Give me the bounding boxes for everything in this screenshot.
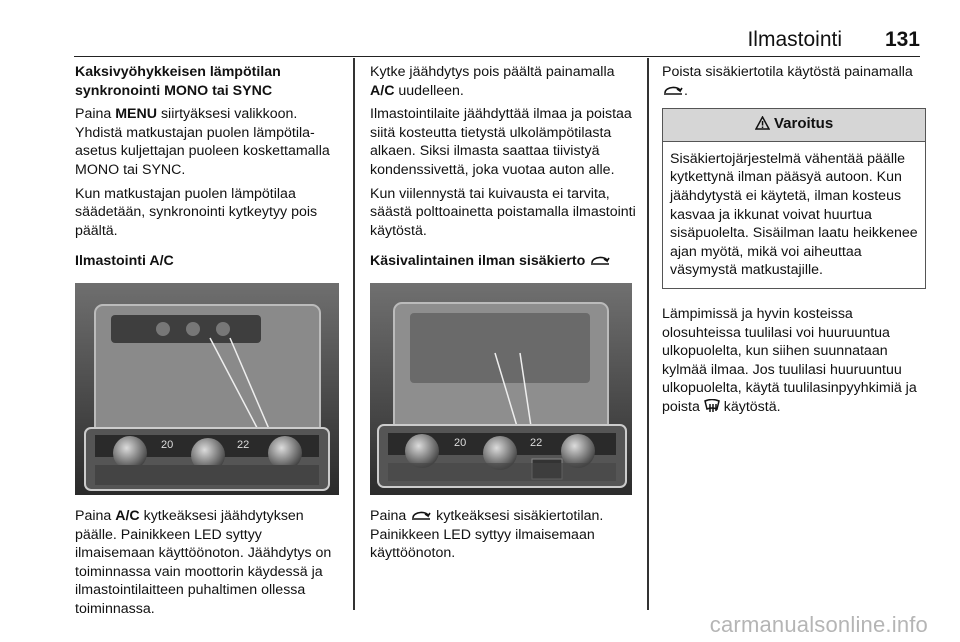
climate-panel-photo-ac [75,283,339,495]
ac-label-2: A/C [370,82,395,99]
column-3 [662,63,926,422]
paragraph-windshield: Lämpimissä ja hyvin kosteissa olosuhteissa tuulilasi voi huuruuntua ulkopuolelta, kun siihen suunnataan kylmää ilmaa. Jos tuulilasi huuruuntuu ulkopuolelta, käytä tuulilasinpyyhkimiä ja poista käytöstä. [662,305,917,415]
climate-panel-illustration [75,283,339,495]
display-left-temp: 20 [161,438,174,451]
warning-text: Sisäkiertojärjestelmä vähentää päälle kytkettynä ilman pääsyä autoon. Kun jäähdytystä ei käytetä, ilman kosteus kasvaa ja ikkunat voivat huurtua sisäpuolelta. Sisäilman laatu heikkenee ajan myötä, mikä voi aiheuttaa väsymystä matkustajille. [670,150,918,279]
warning-box [662,108,926,289]
recirculation-icon [589,253,611,267]
climate-panel-illustration-2 [370,283,632,495]
recirculation-icon [410,508,432,522]
paragraph-ac-off: Kytke jäähdytys pois päältä painamalla A/C uudelleen. [370,64,615,99]
menu-label: MENU [115,106,158,123]
paragraph-recirc-off: Poista sisäkiertotila käytöstä painamalla . [662,64,913,99]
column-1 [75,63,343,624]
watermark: carmanualsonline.info [709,612,928,637]
paragraph-ac-on: Paina A/C kytkeäksesi jäähdytyksen päälle. Painikkeen LED syttyy ilmaisemaan käyttöönoton. Jäähdytys on toiminnassa vain moottorin käydessä ja ilmastointilaitteen puhaltimen ollessa toiminnassa. [75,507,332,617]
page-number: 131 [884,28,920,51]
section-heading-line1: Kaksivyöhykkeisen lämpötilan [75,64,281,80]
display-right-temp-2: 22 [530,436,543,449]
paragraph-save-fuel: Kun viilennystä tai kuivausta ei tarvita, säästä polttoainetta poistamalla ilmastointi käytöstä. [370,185,636,239]
header-title: Ilmastointi [747,28,842,51]
ac-label: A/C [115,507,140,524]
paragraph-recirc-on: Paina kytkeäksesi sisäkiertotilan. Painikkeen LED syttyy ilmaisemaan käyttöönoton. [370,507,604,562]
subheading-ac: Ilmastointi A/C [75,253,174,270]
warning-header [663,109,925,142]
recirculation-icon [662,83,684,97]
paragraph-menu: Paina MENU siirtyäksesi valikkoon. Yhdistä matkustajan puolen lämpötila-asetus kuljettajan puoleen koskettamalla MONO tai SYNC. [75,106,330,178]
column-divider-2 [647,58,649,610]
display-right-temp: 22 [237,438,250,451]
section-heading-sync [75,63,343,100]
climate-panel-photo-recirculation [370,283,632,495]
windshield-airflow-icon [704,399,720,413]
column-divider-1 [353,58,355,610]
warning-triangle-icon [755,116,770,130]
page-header [74,22,920,57]
warning-title: Varoitus [773,115,834,133]
subheading-recirculation: Käsivalintainen ilman sisäkierto [370,252,638,271]
column-2 [370,63,638,568]
display-left-temp-2: 20 [454,436,467,449]
paragraph-sync-off: Kun matkustajan puolen lämpötilaa säädetään, synkronointi kytkeytyy pois päältä. [75,185,318,239]
paragraph-dehumidify: Ilmastointilaite jäähdyttää ilmaa ja poistaa siitä kosteutta tietystä ulkolämpötilasta alkaen. Siksi ilmasta saattaa tiivistyä kondenssivettä, joka vuotaa auton alle. [370,106,632,178]
section-heading-line2: synkronointi MONO tai SYNC [75,82,273,99]
